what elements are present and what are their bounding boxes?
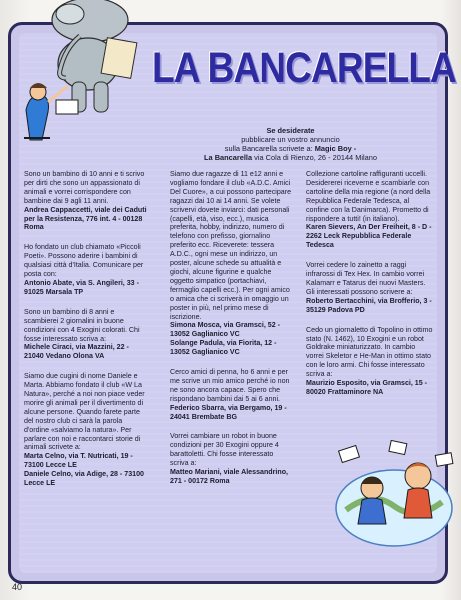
- ad-2: [24, 243, 147, 296]
- ad-3-text: Sono un bambino di 8 anni e scambierei 2 giornalini in buone condizioni con 4 Exogini colorati. Chi fosse interessato scriva a:: [24, 307, 140, 343]
- ad-8-address: Karen Sievers, An Der Freiheit, 8 - D - 2262 Leck Repubblica Federale Tedesca: [306, 223, 432, 250]
- ad-10-text: Cedo un giornaletto di Topolino in ottimo stato (N. 1462), 10 Exogini e un robot Goldrake miniaturizzato. In cambio vorrei Skeletor e He-Man in ottimo stato con le loro armi. Chi fosse interessato scriva a:: [306, 325, 433, 379]
- ad-6-text: Cerco amici di penna, ho 6 anni e per me scrive un mio amico perché io non ne sono ancora capace. Spero che rispondano bambini dai 5 ai 6 anni.: [170, 368, 290, 403]
- ad-6: [170, 368, 293, 421]
- elephant-mascot-illustration: [20, 0, 152, 150]
- intro-line-3-text: sulla Bancarella scrivete a:: [224, 144, 315, 153]
- ad-8-text: Collezione cartoline raffiguranti uccelli. Desidererei riceverne e scambiarle con cartoline della mia regione (a nord della Repubblica Federale Tedesca, al confine con la Danimarca). Prometto di rispondere a tutti! (in italiano).: [306, 170, 431, 223]
- intro-line-3-bold: Magic Boy -: [314, 144, 357, 153]
- ad-7-address: Matteo Mariani, viale Alessandrino, 271 - 00172 Roma: [170, 468, 288, 485]
- ad-9-address: Roberto Bertacchini, via Brofferio, 3 - 35129 Padova PD: [306, 296, 432, 314]
- ad-1-address: Andrea Cappaccetti, viale dei Caduti per la Resistenza, 776 int. 4 - 00128 Roma: [24, 205, 147, 232]
- page-number: 40: [12, 582, 23, 592]
- ad-10: [306, 326, 434, 397]
- intro-line-4-text: via Cola di Rienzo, 26 - 20144 Milano: [252, 153, 377, 162]
- ad-4-address-1: Marta Celno, via T. Nutricati, 19 - 73100 Lecce LE: [24, 452, 133, 470]
- ad-3-address: Michele Ciraci, via Mazzini, 22 - 21040 Vedano Olona VA: [24, 343, 129, 361]
- ads-column-1: [24, 170, 147, 499]
- ads-column-2: [170, 170, 293, 497]
- intro-block: [168, 126, 413, 162]
- ad-1-text: Sono un bambino di 10 anni e ti scrivo per dirti che sono un appassionato di animali e vorrei corrispondere con bambine dai 9 agli 11 anni.: [24, 170, 145, 205]
- ad-2-address: Antonio Abate, via S. Angileri, 33 - 91025 Marsala TP: [24, 278, 139, 296]
- ad-4-address-2: Daniele Celno, via Adige, 28 - 73100 Lecce LE: [24, 470, 144, 488]
- ad-1: [24, 170, 147, 232]
- ad-10-address: Maurizio Esposito, via Gramsci, 15 - 80020 Frattaminore NA: [306, 379, 428, 396]
- intro-line-1: Se desiderate: [266, 126, 315, 135]
- ad-5-address-1: Simona Mosca, via Gramsci, 52 - 13052 Gaglianico VC: [170, 321, 281, 339]
- intro-line-4: [168, 153, 413, 162]
- ad-5-address-2: Solange Padula, via Fiorita, 12 - 13052 Gaglianico VC: [170, 339, 277, 357]
- ad-6-address: Federico Sbarra, via Bergamo, 19 - 24041 Brembate BG: [170, 403, 287, 421]
- ad-4: [24, 372, 147, 488]
- ad-7: [170, 432, 293, 485]
- ad-9: [306, 261, 434, 314]
- ad-5: [170, 170, 293, 357]
- ad-7-text: Vorrei cambiare un robot in buone condizioni per 30 Exogini oppure 4 barattoletti. Chi fosse interessato scriva a:: [170, 432, 279, 468]
- page-title: LA BANCARELLA: [152, 44, 456, 92]
- intro-line-3: [168, 144, 413, 153]
- children-globe-illustration: [332, 440, 458, 550]
- ad-2-text: Ho fondato un club chiamato «Piccoli Poeti». Possono aderire i bambini di qualsiasi città d'Italia. Comunicare per posta con:: [24, 243, 144, 279]
- ad-5-text: Siamo due ragazze di 11 e12 anni e vogliamo fondare il club «A.D.C. Amici Del Cuore», a cui possono partecipare ragazzi dai 10 ai 14 anni. Se volete scrivervi dovete inviarci: dati personali (capelli, età, viso, ecc.), musica preferita, hobby, indirizzo, numero di telefono con prefisso, giornalino preferito ecc. Riceverete: tessera A.D.C., ogni mese un indirizzo, un poster, alcune schede su attualità e giochi, alcune figurine e qualche oggetto simpatico (portachiavi, fermaglio capelli ecc.). Per ogni amico o amica che ci scriverà in omaggio un poster in più, nel primo mese di iscrizione.: [170, 170, 292, 321]
- ad-4-text: Siamo due cugini di nome Daniele e Marta. Abbiamo fondato il club «W La Natura», perché a noi non piace veder morire gli animali per il divertimento di alcune persone. Quando farete parte del nostro club ci sarà la parola d'ordine «salviamo la natura». Per parlare con noi e raccontarci storie di animali scrivete a:: [24, 372, 145, 452]
- intro-line-4-bold: La Bancarella: [204, 153, 253, 162]
- ad-8: [306, 170, 434, 250]
- ads-column-3: [306, 170, 434, 408]
- intro-line-2: pubblicare un vostro annuncio: [241, 135, 340, 144]
- ad-9-text: Vorrei cedere lo zainetto a raggi infrarossi di Tex Hex. In cambio vorrei Kalamarr e Tatarus dei nuovi Masters. Gli interessati possono scrivere a:: [306, 261, 426, 296]
- ad-3: [24, 308, 147, 361]
